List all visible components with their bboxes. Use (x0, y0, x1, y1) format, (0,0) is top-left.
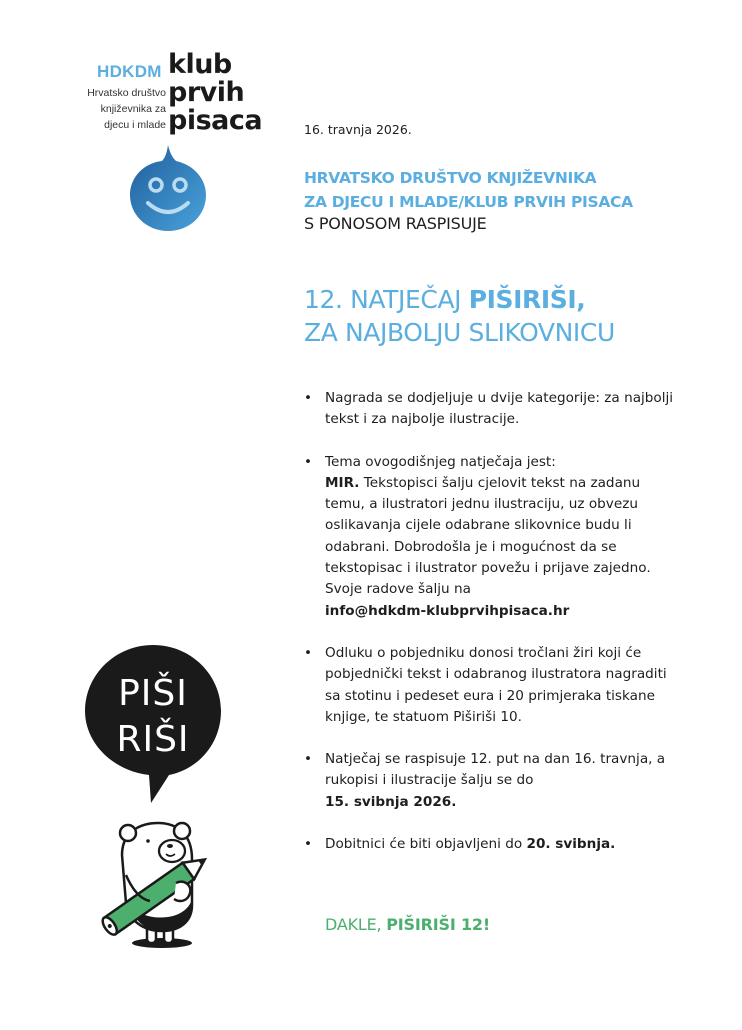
bubble-text-line1: PIŠI (118, 673, 188, 714)
bullet-icon: • (304, 644, 313, 661)
logo-subtitle-line1: Hrvatsko društvo (87, 87, 166, 99)
rules-list (304, 388, 684, 876)
closing-slogan (325, 915, 490, 934)
theme-word: MIR. (325, 474, 360, 491)
logo-abbreviation: HDKDM (97, 62, 162, 81)
email-link[interactable]: info@hdkdm-klubprvihpisaca.hr (325, 602, 570, 619)
organization-name-line1: HRVATSKO DRUŠTVO KNJIŽEVNIKA (304, 169, 597, 187)
list-item (304, 388, 684, 431)
logo-subtitle-line3: djecu i mlade (104, 119, 166, 131)
title-prefix: 12. NATJEČAJ (304, 285, 469, 314)
list-item-text: Nagrada se dodjeljuje u dvije kategorije: za najbolji tekst i za najbolje ilustracije. (325, 390, 674, 428)
bullet-icon: • (304, 751, 313, 768)
logo-word-prvih: prvih (168, 77, 245, 108)
bullet-icon: • (304, 836, 313, 853)
title-line2: ZA NAJBOLJU SLIKOVNICU (304, 318, 615, 347)
list-item (304, 834, 684, 855)
list-item (304, 643, 684, 728)
bear-with-pencil-illustration (92, 815, 217, 950)
pisi-risi-speech-bubble (83, 643, 223, 805)
list-item-text: Tekstopisci šalju cjelovit tekst na zadanu temu, a ilustratori jednu ilustraciju, uz obvezu oslikavanja cijele odabrane slikovnice budu li odabrani. Dobrodošla je i mogućnost da se tekstopisac i ilustrator povežu i prijave zajedno. Svoje radove šalju na (325, 474, 651, 598)
list-item-text: Natječaj se raspisuje 12. put na dan 16. travnja, a rukopisi i ilustracije šalju se do (325, 751, 666, 789)
bullet-icon: • (304, 453, 313, 470)
title-brand: PIŠIRIŠI, (468, 285, 586, 314)
list-item-text: Dobitnici će biti objavljeni do (325, 836, 527, 853)
smiling-drop-icon (130, 145, 206, 231)
logo-subtitle-line2: književnika za (100, 103, 166, 115)
list-item-text: Odluku o pobjedniku donosi tročlani žiri koji će pobjednički tekst i odabranog ilustratora nagraditi sa stotinu i pedeset eura i 20 primjeraka tiskane knjige, te statuom Piširiši 10. (325, 644, 667, 725)
logo-word-pisaca: pisaca (168, 105, 263, 136)
closing-prefix: DAKLE, (325, 915, 387, 934)
organization-name (304, 166, 633, 214)
list-item (304, 749, 684, 813)
list-item-intro: Tema ovogodišnjeg natječaja jest: (325, 453, 556, 470)
closing-brand: PIŠIRIŠI 12! (386, 915, 490, 934)
organization-name-line2: ZA DJECU I MLADE/KLUB PRVIH PISACA (304, 193, 633, 211)
competition-title (304, 283, 615, 349)
announces-text: S PONOSOM RASPISUJE (304, 214, 487, 233)
deadline-date: 15. svibnja 2026. (325, 793, 457, 810)
list-item (304, 452, 684, 622)
publication-date: 16. travnja 2026. (304, 122, 412, 137)
bubble-text-line2: RIŠI (116, 719, 190, 760)
bullet-icon: • (304, 390, 313, 406)
logo-word-klub: klub (168, 49, 232, 80)
announcement-date: 20. svibnja. (526, 836, 616, 853)
